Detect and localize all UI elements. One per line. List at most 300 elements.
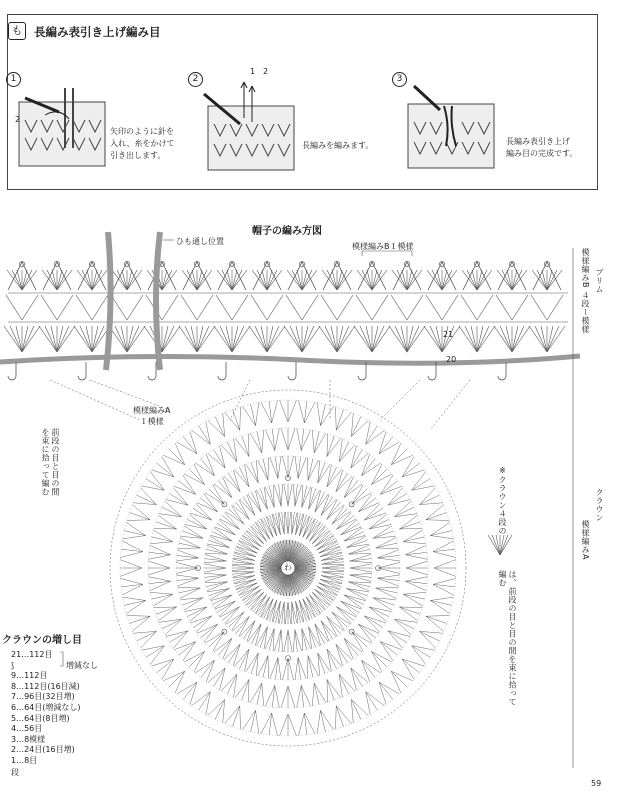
- brim-stitch: [127, 270, 137, 290]
- crown-stitch: [406, 561, 428, 568]
- crown-stitch: [169, 671, 185, 687]
- crown-stitch: [238, 583, 258, 593]
- crown-stitch: [204, 573, 226, 575]
- brim-stitch: [162, 270, 172, 290]
- crown-stitch: [376, 588, 396, 598]
- crown-stitch: [256, 403, 259, 426]
- brim-fan-stitch: [302, 326, 314, 352]
- crown-stitch: [225, 412, 240, 430]
- crown-stitch: [304, 713, 306, 735]
- crown-stitch: [183, 682, 197, 699]
- crown-stitch: [261, 597, 270, 617]
- crown-stitch: [157, 659, 174, 673]
- hook-mark: [78, 362, 86, 380]
- no-change-bracket: [60, 652, 63, 666]
- crown-stitch: [336, 607, 353, 621]
- brim-zigzag: [356, 295, 388, 320]
- crown-stitch: [376, 548, 399, 549]
- crown-stitch: [129, 513, 150, 520]
- crown-stitch: [307, 656, 308, 679]
- crown-stitch: [430, 600, 451, 605]
- crown-stitch: [434, 568, 456, 576]
- crown-stitch: [344, 595, 364, 605]
- crown-stitch: [379, 682, 393, 699]
- crown-stitch: [129, 616, 150, 623]
- increase-row: [11, 703, 81, 713]
- crown-stitch: [317, 403, 320, 426]
- row-label-20: 20: [446, 355, 457, 364]
- crown-stitch: [406, 568, 428, 575]
- crown-stitch: [321, 620, 333, 639]
- crown-stitch: [315, 624, 328, 642]
- crown-stitch: [351, 446, 357, 468]
- crown-stitch: [320, 710, 325, 731]
- no-change-note: 増減なし: [66, 661, 98, 670]
- crown-stitch: [268, 458, 269, 481]
- crown-stitch: [225, 607, 240, 624]
- brim-zigzag: [6, 295, 38, 320]
- crown-stitch: [261, 519, 270, 539]
- crown-stitch: [388, 631, 403, 649]
- brim-stitch: [57, 270, 67, 290]
- brim-fan-stitch: [465, 326, 477, 352]
- increase-row-value: …56目: [16, 724, 43, 734]
- crown-stitch: [303, 518, 313, 538]
- crown-stitch: [221, 445, 237, 462]
- crown-stitch: [281, 686, 288, 708]
- crown-stitch: [153, 530, 173, 542]
- crown-stitch: [212, 595, 232, 605]
- increase-row: [11, 756, 37, 766]
- brim-fan-stitch: [220, 326, 232, 352]
- crown-stitch: [261, 713, 272, 734]
- brim-fan-stitch: [127, 326, 139, 352]
- crown-stitch: [220, 607, 240, 617]
- brim-stitch: [432, 270, 442, 290]
- crown-stitch: [229, 509, 245, 525]
- crown-stitch: [314, 433, 326, 453]
- hook-mark: [218, 362, 226, 380]
- crown-label: クラウン: [595, 488, 604, 522]
- crown-stitch: [150, 545, 171, 554]
- crown-stitch: [242, 406, 255, 425]
- increase-row-value: …8目: [16, 756, 38, 765]
- crown-stitch: [248, 624, 261, 642]
- crown-stitch: [322, 568, 344, 571]
- crown-stitch: [403, 594, 424, 599]
- crown-stitch: [405, 581, 426, 590]
- increase-row: [11, 661, 14, 671]
- increase-row-value: …64目(増減なし): [16, 703, 81, 712]
- brim-stitch: [292, 270, 302, 290]
- crown-stitch: [214, 668, 226, 687]
- crown-stitch: [240, 706, 241, 729]
- crown-stitch: [358, 503, 379, 512]
- crown-stitch: [434, 560, 456, 568]
- crown-stitch: [165, 619, 182, 635]
- increases-title: クラウンの増し目: [2, 635, 82, 646]
- diagram-title: 帽子の編み方図: [252, 226, 322, 237]
- crown-stitch: [298, 400, 304, 423]
- brim-fan-stitch: [407, 326, 419, 352]
- crown-stitch: [351, 668, 369, 683]
- step-3-number: 3: [392, 72, 407, 87]
- crown-stitch: [306, 597, 315, 617]
- crown-stitch: [221, 674, 237, 691]
- crown-stitch: [420, 631, 436, 648]
- crown-stitch: [258, 656, 268, 676]
- crown-stitch: [220, 519, 240, 529]
- crown-stitch: [179, 588, 200, 593]
- crown-stitch: [336, 607, 356, 617]
- crown-stitch: [307, 458, 308, 481]
- brim-fan-stitch: [267, 326, 279, 352]
- crown-stitch: [433, 584, 454, 595]
- step-1-number: 1: [6, 72, 21, 87]
- crown-stitch: [362, 660, 381, 673]
- crown-stitch: [176, 558, 198, 561]
- increase-row: [11, 745, 75, 755]
- brim-fan-stitch: [162, 326, 174, 352]
- crown-stitch: [303, 599, 313, 619]
- crown-stitch: [197, 503, 218, 512]
- crown-stitch: [371, 474, 391, 484]
- crown-stitch: [317, 541, 337, 550]
- crown-stitch: [140, 631, 156, 648]
- crown-stitch: [380, 481, 397, 495]
- crown-stitch: [282, 602, 284, 624]
- crown-stitch: [297, 428, 302, 450]
- crown-stitch: [120, 552, 143, 558]
- connector-dashed: [90, 380, 170, 410]
- crown-stitch: [232, 562, 254, 564]
- brim-stitch: [222, 270, 232, 290]
- crown-stitch: [239, 541, 259, 550]
- brim-zigzag: [321, 295, 353, 320]
- brim-fan-stitch: [477, 326, 489, 352]
- crown-stitch: [362, 660, 370, 681]
- increase-row-value: …24目(16目増): [16, 745, 75, 755]
- crown-stitch: [212, 532, 232, 542]
- crown-stitch: [175, 671, 184, 692]
- crown-stitch: [371, 464, 381, 484]
- brim-fan-stitch: [535, 326, 547, 352]
- increase-row-value: …96目(32目増): [16, 692, 75, 702]
- crown-stitch: [350, 561, 372, 563]
- brim-stitch: [47, 270, 57, 290]
- crown-stitch: [332, 612, 348, 628]
- crown-stitch: [327, 434, 328, 457]
- crown-stitch: [201, 660, 215, 677]
- crown-stitch: [293, 484, 295, 506]
- crown-stitch: [371, 469, 387, 485]
- crown-stitch: [394, 501, 411, 517]
- increase-row-number: ⟆: [11, 660, 15, 670]
- pattern-b-label: 模様編みB１模様: [352, 242, 414, 251]
- crown-stitch: [150, 581, 171, 590]
- crown-stitch: [320, 710, 333, 729]
- crown-stitch: [257, 683, 262, 704]
- crown-stitch: [208, 453, 226, 468]
- crown-stitch: [412, 646, 426, 665]
- crown-stitch: [332, 512, 350, 525]
- brim-fan-stitch: [22, 326, 34, 352]
- crown-stitch: [376, 587, 399, 588]
- brim-zigzag: [461, 295, 493, 320]
- brim-stitch: [502, 270, 512, 290]
- crown-note-bottom: は、前段の目と目の間を束に拾って編む: [498, 570, 517, 706]
- row-unit-label: 段: [11, 768, 19, 777]
- crown-stitch: [208, 420, 225, 436]
- crown-stitch: [351, 420, 368, 436]
- crown-stitch: [178, 548, 201, 549]
- brim-fan-stitch: [360, 326, 372, 352]
- crown-stitch: [314, 683, 326, 703]
- crown-stitch: [301, 430, 310, 451]
- crown-stitch: [295, 657, 298, 679]
- brim-zigzag: [76, 295, 108, 320]
- crown-stitch: [288, 714, 296, 736]
- crown-stitch: [420, 488, 436, 505]
- crown-stitch: [399, 607, 420, 614]
- crown-stitch: [339, 445, 355, 462]
- crown-stitch: [269, 713, 271, 735]
- crown-stitch: [319, 544, 339, 554]
- step-2-number: 2: [188, 72, 203, 87]
- crown-stitch: [327, 436, 334, 457]
- crown-stitch: [235, 679, 249, 697]
- brim-stitch: [397, 270, 407, 290]
- brim-stitch: [117, 270, 127, 290]
- crown-stitch: [327, 616, 344, 631]
- crown-stitch: [288, 428, 295, 450]
- brim-fan-stitch: [185, 326, 197, 352]
- crown-stitch: [297, 685, 302, 707]
- crown-stitch: [433, 578, 456, 584]
- crown-stitch: [327, 502, 341, 519]
- crown-stitch: [304, 401, 306, 423]
- crown-stitch: [264, 518, 274, 538]
- crown-stitch: [206, 660, 214, 681]
- crown-stitch: [327, 438, 341, 456]
- crown-stitch: [250, 683, 262, 703]
- crown-stitch: [225, 706, 240, 724]
- brim-stitch: [12, 270, 22, 290]
- hook-mark: [288, 362, 296, 380]
- increase-row: [11, 650, 52, 660]
- brim-stitch: [477, 270, 487, 290]
- brim-zigzag: [426, 295, 458, 320]
- crown-stitch: [140, 488, 156, 505]
- increase-row: [11, 735, 45, 745]
- brim-fan-stitch: [430, 326, 442, 352]
- crown-stitch: [247, 495, 255, 516]
- crown-stitch: [122, 584, 143, 595]
- crown-stitch: [288, 512, 291, 534]
- crown-detail: 模様編みA: [581, 520, 590, 560]
- brim-stitch: [537, 270, 547, 290]
- crown-stitch: [150, 542, 173, 544]
- crown-stitch: [229, 612, 245, 628]
- crown-stitch: [223, 477, 232, 498]
- brim-fan-stitch: [92, 326, 104, 352]
- crown-stitch: [126, 522, 145, 535]
- crown-stitch: [322, 572, 344, 574]
- increase-row-value: …112目: [21, 650, 53, 659]
- crown-stitch: [344, 595, 362, 608]
- crown-stitch: [195, 660, 214, 673]
- crown-stitch: [262, 430, 264, 453]
- crown-stitch: [403, 530, 423, 542]
- crown-stitch: [376, 588, 397, 593]
- crown-stitch: [252, 492, 262, 512]
- crown-stitch: [195, 463, 214, 476]
- tie-ribbon: [106, 232, 111, 370]
- crown-stitch: [293, 630, 295, 652]
- crown-stitch: [204, 564, 226, 568]
- crown-stitch: [405, 545, 426, 554]
- brim-band: [0, 356, 580, 363]
- crown-stitch: [306, 519, 315, 539]
- crown-stitch: [391, 449, 407, 465]
- crown-stitch: [312, 430, 314, 453]
- crown-stitch: [288, 400, 296, 422]
- brim-zigzag: [286, 295, 318, 320]
- crown-stitch: [204, 561, 226, 563]
- crown-stitch: [232, 505, 249, 520]
- crown-stitch: [239, 616, 249, 636]
- crown-stitch: [312, 683, 314, 706]
- crown-stitch: [174, 486, 195, 494]
- crown-stitch: [391, 443, 400, 464]
- crown-stitch: [278, 657, 281, 679]
- crown-stitch: [281, 428, 288, 450]
- crown-stitch: [148, 568, 170, 575]
- brim-stitch: [22, 270, 32, 290]
- crown-stitch: [433, 549, 455, 551]
- crown-stitch: [304, 402, 315, 423]
- increase-row-number: 2: [11, 745, 17, 755]
- crown-stitch: [240, 407, 241, 430]
- crown-stitch: [319, 583, 339, 593]
- crown-stitch: [184, 474, 204, 484]
- crown-stitch: [332, 509, 348, 525]
- crown-stitch: [265, 685, 274, 706]
- crown-stitch: [339, 674, 355, 691]
- step-1-marker: 2: [15, 115, 21, 124]
- crown-stitch: [403, 592, 426, 594]
- crown-stitch: [391, 455, 412, 464]
- crown-stitch: [232, 572, 254, 574]
- step-1-text: 矢印のように針を 入れ、糸をかけて 引き出します。: [110, 127, 175, 160]
- step-2-text: 長編みを編みます。: [302, 141, 374, 150]
- crown-stitch: [242, 679, 249, 700]
- increase-row-number: 4: [11, 724, 17, 734]
- crown-stitch: [315, 492, 325, 512]
- crown-stitch: [327, 616, 341, 633]
- crown-stitch: [236, 502, 250, 519]
- crown-stitch: [281, 630, 283, 652]
- crown-stitch: [242, 436, 249, 457]
- brim-fan-stitch: [500, 326, 512, 352]
- crown-stitch: [226, 512, 244, 525]
- crown-stitch: [380, 475, 393, 494]
- crown-stitch: [235, 438, 249, 456]
- crown-stitch: [379, 437, 393, 454]
- increase-row: [11, 714, 70, 724]
- increase-row-number: 21: [11, 650, 22, 659]
- crown-stitch: [269, 401, 271, 423]
- crown-stitch: [335, 706, 336, 729]
- crown-stitch: [327, 679, 328, 702]
- crown-stitch: [251, 404, 256, 425]
- crown-stitch: [308, 459, 313, 480]
- brim-stitch: [467, 270, 477, 290]
- crown-stitch: [336, 519, 356, 529]
- crown-stitch: [197, 624, 218, 633]
- crown-stitch: [120, 568, 142, 576]
- crown-stitch: [321, 495, 329, 516]
- crown-stitch: [430, 597, 453, 600]
- brim-zigzag: [496, 295, 528, 320]
- brim-stitch: [512, 270, 522, 290]
- brim-stitch: [407, 270, 417, 290]
- crown-stitch: [127, 615, 150, 616]
- crown-stitch: [371, 651, 381, 671]
- brim-fan-stitch: [395, 326, 407, 352]
- crown-stitch: [391, 671, 412, 680]
- crown-stitch: [321, 620, 329, 641]
- crown-stitch: [362, 459, 376, 476]
- crown-stitch: [315, 624, 325, 644]
- crown-stitch: [282, 456, 288, 478]
- crown-stitch: [405, 555, 427, 560]
- crown-stitch: [351, 453, 369, 468]
- crown-stitch: [268, 656, 269, 679]
- increase-row: [11, 682, 80, 692]
- crown-stitch: [336, 512, 351, 529]
- crown-stitch: [344, 528, 362, 541]
- crown-stitch: [430, 522, 449, 535]
- crown-stitch: [317, 710, 320, 733]
- crown-stitch: [380, 642, 401, 650]
- row-label-21: 21: [443, 330, 454, 339]
- brim-fan-stitch: [372, 326, 384, 352]
- crown-stitch: [304, 713, 315, 734]
- crown-stitch: [150, 472, 164, 491]
- crown-stitch: [223, 638, 232, 659]
- crown-stitch: [351, 668, 363, 687]
- brim-fan-stitch: [512, 326, 524, 352]
- crown-stitch: [362, 463, 381, 476]
- hook-mark: [148, 362, 156, 380]
- crown-stitch: [248, 434, 249, 457]
- crown-stitch: [208, 668, 226, 683]
- crown-stitch: [176, 568, 198, 574]
- crown-stitch: [152, 594, 173, 599]
- crown-stitch: [344, 532, 364, 542]
- crown-stitch: [340, 601, 361, 609]
- crown-stitch: [175, 443, 184, 464]
- crown-stitch: [257, 432, 262, 453]
- brim-stitch: [82, 270, 92, 290]
- pattern-b-bracket: [362, 251, 412, 256]
- crown-stitch: [285, 602, 288, 624]
- crown-stitch: [169, 631, 188, 643]
- crown-stitch: [344, 638, 353, 659]
- crown-stitch: [340, 523, 359, 535]
- crown-stitch: [402, 659, 419, 673]
